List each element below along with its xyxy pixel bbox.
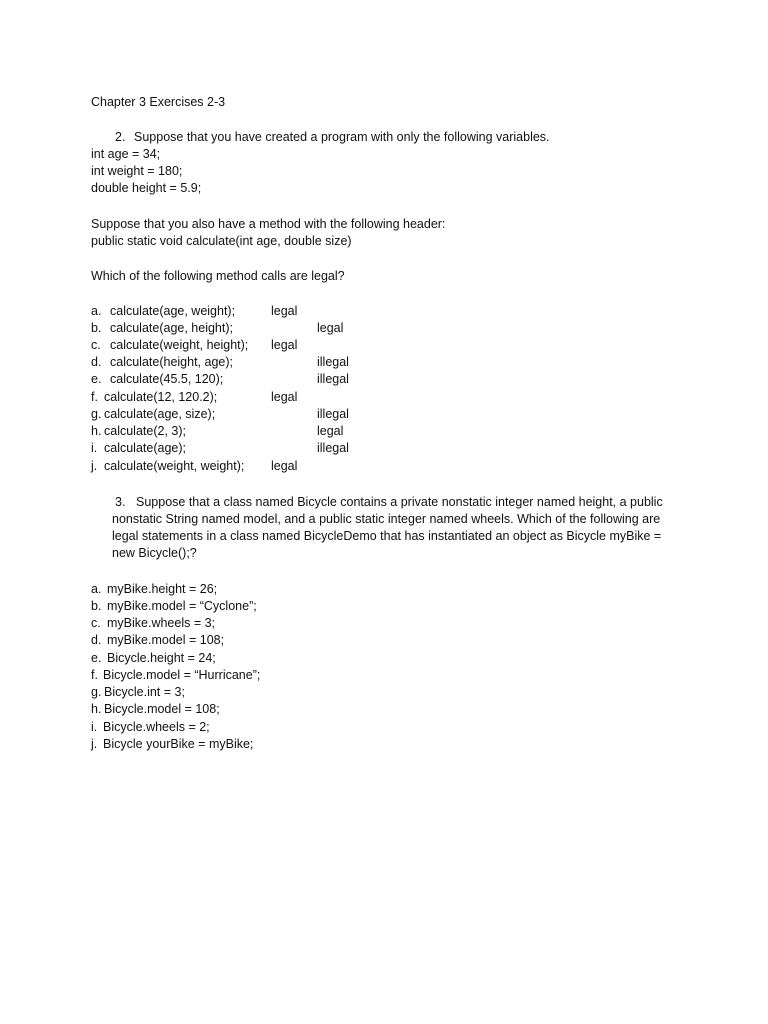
q3-item-label: b.: [91, 599, 102, 613]
q3-item: [91, 684, 185, 701]
q2-item: [91, 389, 217, 406]
q2-item-text: calculate(12, 120.2);: [104, 390, 218, 404]
q3-item-label: e.: [91, 651, 102, 665]
q2-item-answer: illegal: [317, 407, 349, 421]
q2-item: [91, 458, 244, 475]
q3-item: [91, 719, 210, 736]
q2-item-label: i.: [91, 441, 98, 455]
q3-item-label: c.: [91, 616, 101, 630]
q2-method-intro: Suppose that you also have a method with the following header:: [91, 217, 446, 231]
q2-item-label: c.: [91, 338, 101, 352]
q3-item-text: Bicycle.wheels = 2;: [103, 720, 210, 734]
q2-intro-text: Suppose that you have created a program with only the following variables.: [134, 130, 550, 144]
q2-item-text: calculate(weight, height);: [110, 338, 249, 352]
q2-item-text: calculate(age);: [104, 441, 186, 455]
q2-item: [91, 371, 223, 388]
q2-item-text: calculate(weight, weight);: [104, 459, 245, 473]
q2-item-label: d.: [91, 355, 102, 369]
q2-question: Which of the following method calls are legal?: [91, 269, 345, 283]
q2-item: [91, 337, 248, 354]
q3-item: [91, 701, 220, 718]
q3-item-text: Bicycle.model = 108;: [104, 702, 220, 716]
q3-text-line: nonstatic String named model, and a public static integer named wheels. Which of the following are: [112, 512, 661, 526]
q2-item: [91, 406, 215, 423]
q3-item-label: j.: [91, 737, 98, 751]
q2-item-answer: illegal: [317, 441, 349, 455]
q2-intro: [115, 129, 550, 146]
q3-item-label: i.: [91, 720, 98, 734]
q2-item-label: g.: [91, 407, 102, 421]
q3-text-line: [115, 494, 663, 511]
q2-item: [91, 354, 233, 371]
q3-item-label: a.: [91, 582, 102, 596]
q2-item-answer: legal: [271, 304, 298, 318]
q3-item-text: Bicycle.model = “Hurricane”;: [103, 668, 261, 682]
q3-item-text: Bicycle.int = 3;: [104, 685, 185, 699]
q3-item-text: myBike.model = “Cyclone”;: [107, 599, 257, 613]
q2-item-label: e.: [91, 372, 102, 386]
q2-item-text: calculate(height, age);: [110, 355, 233, 369]
q3-item-label: f.: [91, 668, 98, 682]
q3-item: [91, 598, 257, 615]
q2-item-answer: illegal: [317, 355, 349, 369]
q2-item-label: a.: [91, 304, 102, 318]
q3-item-text: myBike.wheels = 3;: [107, 616, 216, 630]
q2-item-text: calculate(age, weight);: [110, 304, 236, 318]
q3-item: [91, 632, 224, 649]
q3-item: [91, 667, 260, 684]
q3-item-label: g.: [91, 685, 102, 699]
q2-variable: int age = 34;: [91, 147, 161, 161]
q2-item: [91, 320, 233, 337]
q3-text-line: legal statements in a class named BicycleDemo that has instantiated an object as Bicycle myBike =: [112, 529, 662, 543]
q3-item-label: d.: [91, 633, 102, 647]
q3-item: [91, 615, 215, 632]
q2-item-answer: legal: [317, 321, 344, 335]
q2-item-label: f.: [91, 390, 98, 404]
q2-item-text: calculate(age, size);: [104, 407, 216, 421]
q2-variable: int weight = 180;: [91, 164, 183, 178]
q3-text: Suppose that a class named Bicycle contains a private nonstatic integer named height, a public: [136, 495, 663, 509]
q3-item-text: myBike.height = 26;: [107, 582, 218, 596]
q3-item-text: Bicycle.height = 24;: [107, 651, 216, 665]
q3-text-line: new Bicycle();?: [112, 546, 197, 560]
q2-method-header: public static void calculate(int age, double size): [91, 234, 352, 248]
q2-number: 2.: [115, 130, 126, 144]
q3-item-text: myBike.model = 108;: [107, 633, 225, 647]
q2-item-answer: legal: [271, 390, 298, 404]
q2-item-answer: legal: [271, 338, 298, 352]
q3-number: 3.: [115, 495, 126, 509]
q3-item: [91, 650, 216, 667]
q3-item: [91, 736, 253, 753]
q2-item: [91, 423, 186, 440]
q2-item-text: calculate(45.5, 120);: [110, 372, 224, 386]
q2-item-label: j.: [91, 459, 98, 473]
q3-item-label: h.: [91, 702, 102, 716]
q2-item-label: h.: [91, 424, 102, 438]
q2-item-text: calculate(2, 3);: [104, 424, 186, 438]
q3-item-text: Bicycle yourBike = myBike;: [103, 737, 254, 751]
q2-item-answer: legal: [317, 424, 344, 438]
document-title: Chapter 3 Exercises 2-3: [91, 95, 226, 109]
q2-item-text: calculate(age, height);: [110, 321, 233, 335]
q2-item-label: b.: [91, 321, 102, 335]
q2-item: [91, 440, 186, 457]
q2-item-answer: legal: [271, 459, 298, 473]
q2-variable: double height = 5.9;: [91, 181, 202, 195]
q2-item: [91, 303, 235, 320]
q3-item: [91, 581, 217, 598]
q2-item-answer: illegal: [317, 372, 349, 386]
